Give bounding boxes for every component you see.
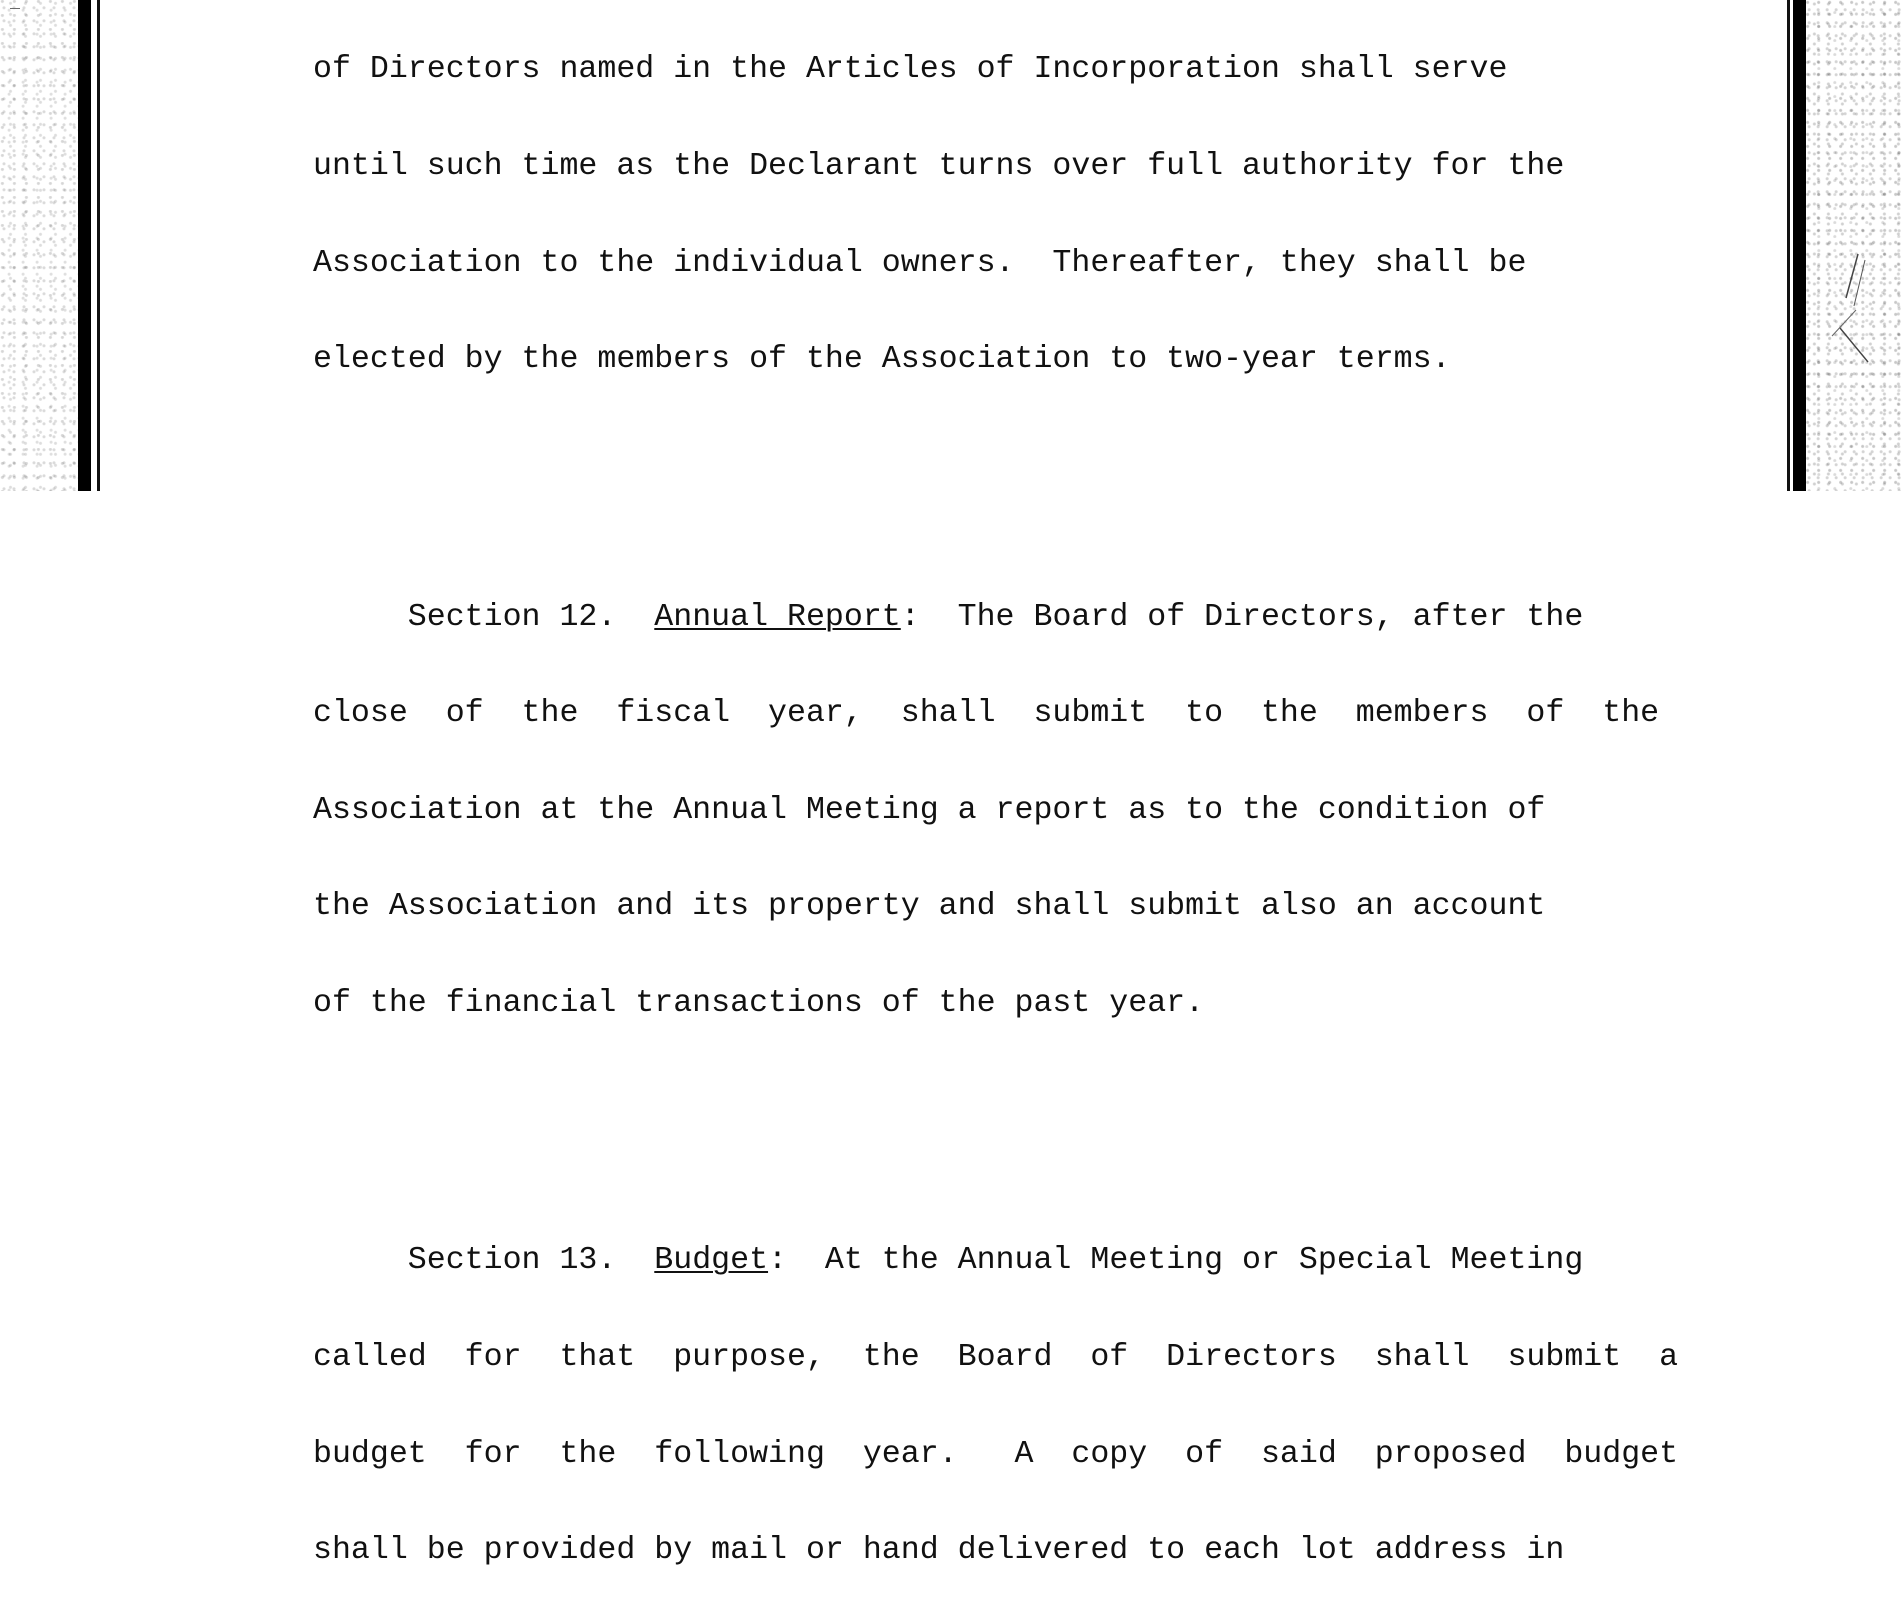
left-margin-bar (78, 0, 91, 491)
section-12-prefix: Section 12. (313, 599, 655, 635)
section-12-rest: : The Board of Directors, after the (900, 599, 1584, 635)
text-line: the Association and its property and shall submit also an account (313, 889, 1546, 925)
section-12-title: Annual Report (654, 599, 901, 635)
scan-mark-left (10, 8, 20, 9)
right-margin-bar (1793, 0, 1806, 491)
section-13-title: Budget (654, 1243, 769, 1279)
text-line: of Directors named in the Articles of Incorporation shall serve (313, 52, 1508, 88)
text-line: elected by the members of the Association to two-year terms. (313, 342, 1451, 378)
left-margin-line (97, 0, 100, 491)
right-margin-line (1787, 0, 1790, 491)
text-line: shall be provided by mail or hand delivered to each lot address in (313, 1533, 1565, 1569)
scan-noise-right (1806, 0, 1903, 491)
text-line: close of the fiscal year, shall submit to the members of the (313, 696, 1660, 732)
paragraph-gap (313, 1117, 1593, 1149)
text-line: Association to the individual owners. Thereafter, they shall be (313, 245, 1527, 281)
section-12-heading-line (313, 599, 1593, 635)
text-line: until such time as the Declarant turns over full authority for the (313, 149, 1565, 184)
text-line: called for that purpose, the Board of Directors shall submit a (313, 1339, 1679, 1375)
section-13-heading-line (313, 1245, 1593, 1277)
scan-noise-left (0, 0, 78, 491)
handwritten-mark-right (1820, 250, 1875, 370)
text-line: Association at the Annual Meeting a report as to the condition of (313, 792, 1546, 828)
section-13-rest: : At the Annual Meeting or Special Meeting (768, 1243, 1584, 1279)
text-line: budget for the following year. A copy of said proposed budget (313, 1436, 1679, 1472)
paragraph-gap (313, 473, 1593, 505)
text-line: of the financial transactions of the past year. (313, 985, 1205, 1021)
document-text (313, 0, 1679, 1600)
section-13-prefix: Section 13. (313, 1243, 655, 1279)
